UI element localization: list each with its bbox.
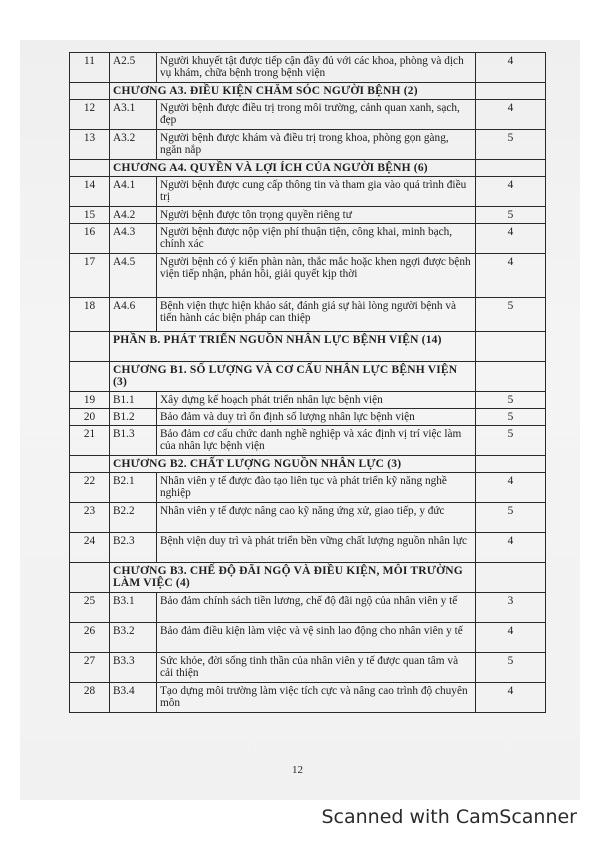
score-cell: 5: [476, 503, 546, 533]
criterion-code: A4.2: [110, 207, 157, 224]
score-cell: 5: [476, 130, 546, 160]
criterion-code: B2.1: [110, 473, 157, 503]
criterion-text: Xây dựng kế hoạch phát triển nhân lực bệnh viện: [157, 392, 476, 409]
criterion-code: B2.2: [110, 503, 157, 533]
table-row: [70, 207, 546, 224]
section-row: [70, 83, 546, 100]
criterion-text: Người bệnh được cung cấp thông tin và tham gia vào quá trình điều trị: [157, 177, 476, 207]
row-number: 23: [70, 503, 110, 533]
section-row: [70, 362, 546, 392]
row-number: 25: [70, 593, 110, 623]
score-cell: 4: [476, 473, 546, 503]
section-heading: PHẦN B. PHÁT TRIỂN NGUỒN NHÂN LỰC BỆNH VIỆN (14): [110, 332, 476, 362]
table-row: [70, 224, 546, 254]
camscanner-watermark: Scanned with CamScanner: [321, 806, 577, 828]
criterion-text: Bảo đảm và duy trì ổn định số lượng nhân lực bệnh viện: [157, 409, 476, 426]
score-cell: 5: [476, 298, 546, 332]
blank-cell: [476, 332, 546, 362]
score-cell: 5: [476, 426, 546, 456]
row-number: 26: [70, 623, 110, 653]
table-row: [70, 503, 546, 533]
row-number: 20: [70, 409, 110, 426]
score-cell: 4: [476, 533, 546, 563]
criterion-code: A4.6: [110, 298, 157, 332]
row-number: 28: [70, 683, 110, 713]
criterion-text: Người bệnh có ý kiến phàn nàn, thắc mắc hoặc khen ngợi được bệnh viện tiếp nhận, phản hồi, giải quyết kịp thời: [157, 254, 476, 298]
criterion-text: Sức khỏe, đời sống tinh thần của nhân viên y tế được quan tâm và cải thiện: [157, 653, 476, 683]
blank-cell: [70, 563, 110, 593]
row-number: 27: [70, 653, 110, 683]
criterion-text: Bảo đảm điều kiện làm việc và vệ sinh lao động cho nhân viên y tế: [157, 623, 476, 653]
criterion-text: Bệnh viện duy trì và phát triển bền vững chất lượng nguồn nhân lực: [157, 533, 476, 563]
score-cell: 4: [476, 100, 546, 130]
blank-cell: [476, 456, 546, 473]
section-heading: CHƯƠNG B3. CHẾ ĐỘ ĐÃI NGỘ VÀ ĐIỀU KIỆN, MÔI TRƯỜNG LÀM VIỆC (4): [110, 563, 476, 593]
blank-cell: [476, 160, 546, 177]
criterion-text: Người bệnh được tôn trọng quyền riêng tư: [157, 207, 476, 224]
page-number: 12: [292, 764, 303, 776]
row-number: 18: [70, 298, 110, 332]
criterion-text: Người bệnh được nộp viện phí thuận tiện, công khai, minh bạch, chính xác: [157, 224, 476, 254]
criterion-text: Nhân viên y tế được đào tạo liên tục và phát triển kỹ năng nghề nghiệp: [157, 473, 476, 503]
section-heading: CHƯƠNG A3. ĐIỀU KIỆN CHĂM SÓC NGƯỜI BỆNH (2): [110, 83, 476, 100]
criterion-code: A4.5: [110, 254, 157, 298]
criterion-code: B1.2: [110, 409, 157, 426]
criterion-text: Tạo dựng môi trường làm việc tích cực và nâng cao trình độ chuyên môn: [157, 683, 476, 713]
criterion-text: Người bệnh được điều trị trong môi trường, cảnh quan xanh, sạch, đẹp: [157, 100, 476, 130]
row-number: 12: [70, 100, 110, 130]
score-cell: 4: [476, 224, 546, 254]
table-row: [70, 177, 546, 207]
blank-cell: [476, 563, 546, 593]
score-cell: 4: [476, 623, 546, 653]
criterion-text: Bệnh viện thực hiện khảo sát, đánh giá sự hài lòng người bệnh và tiến hành các biện pháp can thiệp: [157, 298, 476, 332]
section-heading: CHƯƠNG B1. SỐ LƯỢNG VÀ CƠ CẤU NHÂN LỰC BỆNH VIỆN (3): [110, 362, 476, 392]
row-number: 22: [70, 473, 110, 503]
criterion-code: B3.3: [110, 653, 157, 683]
criterion-text: Bảo đảm chính sách tiền lương, chế độ đãi ngộ của nhân viên y tế: [157, 593, 476, 623]
row-number: 11: [70, 53, 110, 83]
score-cell: 5: [476, 653, 546, 683]
section-heading: CHƯƠNG B2. CHẤT LƯỢNG NGUỒN NHÂN LỰC (3): [110, 456, 476, 473]
criterion-code: B3.1: [110, 593, 157, 623]
table-row: [70, 473, 546, 503]
score-cell: 4: [476, 53, 546, 83]
blank-cell: [70, 83, 110, 100]
section-row: [70, 456, 546, 473]
blank-cell: [70, 456, 110, 473]
blank-cell: [70, 332, 110, 362]
criterion-text: Người khuyết tật được tiếp cận đầy đủ với các khoa, phòng và dịch vụ khám, chữa bệnh trong bệnh viện: [157, 53, 476, 83]
table-row: [70, 623, 546, 653]
blank-cell: [476, 83, 546, 100]
table-row: [70, 298, 546, 332]
criterion-code: A3.2: [110, 130, 157, 160]
score-cell: 5: [476, 207, 546, 224]
criterion-code: B1.3: [110, 426, 157, 456]
criterion-code: B3.2: [110, 623, 157, 653]
criterion-code: A2.5: [110, 53, 157, 83]
score-cell: 5: [476, 392, 546, 409]
table-row: [70, 254, 546, 298]
criterion-code: A3.1: [110, 100, 157, 130]
criterion-code: B2.3: [110, 533, 157, 563]
criterion-text: Bảo đảm cơ cấu chức danh nghề nghiệp và xác định vị trí việc làm của nhân lực bệnh viện: [157, 426, 476, 456]
row-number: 13: [70, 130, 110, 160]
row-number: 24: [70, 533, 110, 563]
blank-cell: [70, 160, 110, 177]
row-number: 21: [70, 426, 110, 456]
table-row: [70, 392, 546, 409]
score-cell: 4: [476, 177, 546, 207]
section-row: [70, 160, 546, 177]
blank-cell: [476, 362, 546, 392]
criterion-code: B3.4: [110, 683, 157, 713]
score-cell: 4: [476, 254, 546, 298]
criterion-code: A4.1: [110, 177, 157, 207]
criterion-text: Nhân viên y tế được nâng cao kỹ năng ứng xử, giao tiếp, y đức: [157, 503, 476, 533]
row-number: 15: [70, 207, 110, 224]
row-number: 16: [70, 224, 110, 254]
criterion-code: A4.3: [110, 224, 157, 254]
score-cell: 4: [476, 683, 546, 713]
table-row: [70, 533, 546, 563]
criteria-table: [69, 52, 546, 713]
criterion-text: Người bệnh được khám và điều trị trong khoa, phòng gọn gàng, ngăn nắp: [157, 130, 476, 160]
criterion-code: B1.1: [110, 392, 157, 409]
table-row: [70, 683, 546, 713]
blank-cell: [70, 362, 110, 392]
table-row: [70, 53, 546, 83]
table-row: [70, 426, 546, 456]
row-number: 14: [70, 177, 110, 207]
row-number: 17: [70, 254, 110, 298]
table-row: [70, 653, 546, 683]
section-row: [70, 332, 546, 362]
section-row: [70, 563, 546, 593]
section-heading: CHƯƠNG A4. QUYỀN VÀ LỢI ÍCH CỦA NGƯỜI BỆNH (6): [110, 160, 476, 177]
table-row: [70, 130, 546, 160]
table-row: [70, 593, 546, 623]
score-cell: 5: [476, 409, 546, 426]
row-number: 19: [70, 392, 110, 409]
table-row: [70, 100, 546, 130]
score-cell: 3: [476, 593, 546, 623]
table-row: [70, 409, 546, 426]
